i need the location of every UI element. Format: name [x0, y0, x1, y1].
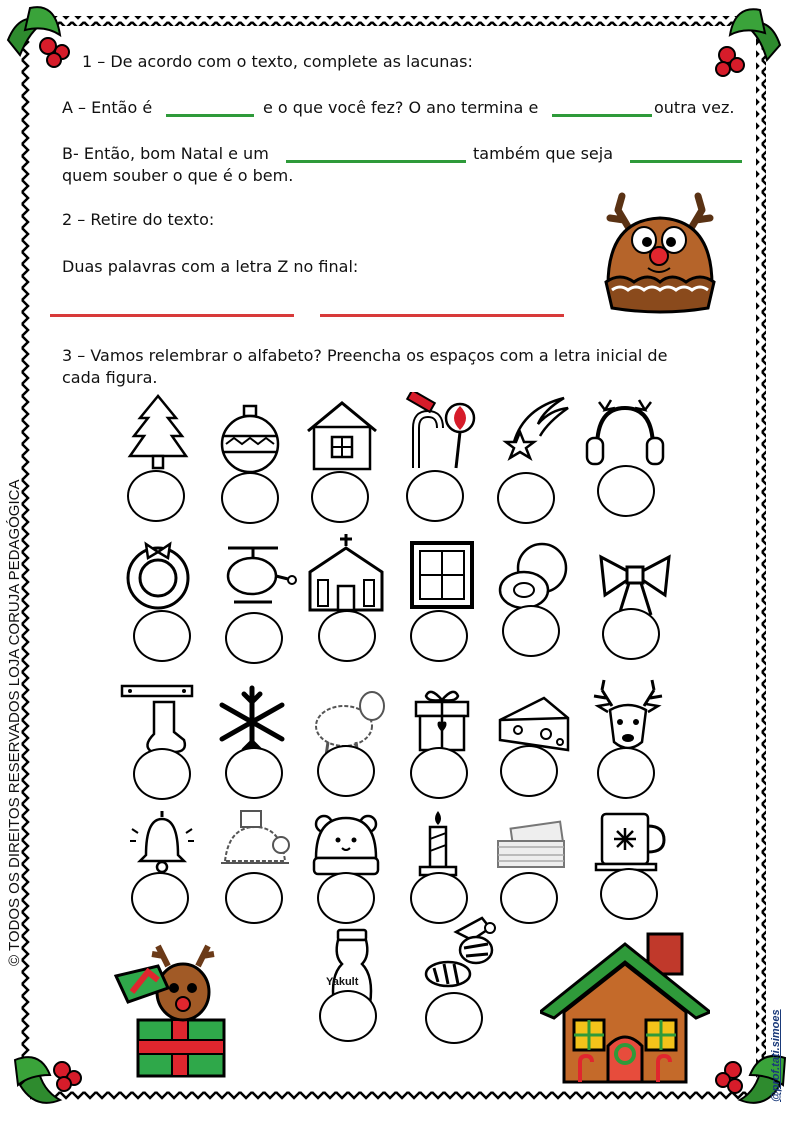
reindeer-gift-icon — [108, 936, 238, 1080]
question-3-line2: cada figura. — [62, 368, 158, 387]
ornament-ball-icon — [210, 400, 290, 480]
answer-line-1[interactable] — [50, 314, 294, 317]
question-2-title: 2 – Retire do texto: — [62, 210, 215, 229]
wreath-icon — [118, 536, 198, 616]
copyright-side-text: © TODOS OS DIREITOS RESERVADOS LOJA CORUJA PEDAGÓGICA — [6, 479, 23, 966]
answer-circle[interactable] — [597, 465, 655, 517]
tree-icon — [118, 392, 198, 472]
answer-circle[interactable] — [127, 470, 185, 522]
answer-circle[interactable] — [317, 745, 375, 797]
answer-circle[interactable] — [311, 471, 369, 523]
question-a-part2: e o que você fez? O ano termina e — [263, 98, 539, 117]
gingerbread-house-icon — [540, 930, 710, 1088]
blank-a-2[interactable] — [552, 114, 652, 117]
window-icon — [402, 535, 482, 615]
holly-top-left-icon — [0, 0, 80, 80]
reindeer-cupcake-icon — [600, 190, 720, 318]
church-icon — [306, 532, 386, 612]
answer-line-2[interactable] — [320, 314, 564, 317]
question-2-subtitle: Duas palavras com a letra Z no final: — [62, 257, 359, 276]
answer-circle[interactable] — [225, 872, 283, 924]
answer-circle[interactable] — [133, 610, 191, 662]
holly-bottom-left-icon — [10, 1040, 90, 1120]
answer-circle[interactable] — [221, 472, 279, 524]
answer-circle[interactable] — [319, 990, 377, 1042]
yakult-label: Yakult — [326, 976, 359, 988]
reindeer-icon — [588, 676, 668, 756]
zebra-icon — [420, 912, 500, 992]
candy-icon — [398, 392, 478, 472]
answer-circle[interactable] — [225, 747, 283, 799]
answer-circle[interactable] — [317, 872, 375, 924]
answer-circle[interactable] — [602, 608, 660, 660]
answer-circle[interactable] — [502, 605, 560, 657]
answer-circle[interactable] — [225, 612, 283, 664]
answer-circle[interactable] — [597, 747, 655, 799]
blank-a-1[interactable] — [166, 114, 254, 117]
earmuffs-icon — [585, 392, 665, 472]
answer-circle[interactable] — [318, 610, 376, 662]
question-a-part1: A – Então é — [62, 98, 153, 117]
answer-circle[interactable] — [410, 610, 468, 662]
house-icon — [302, 395, 382, 475]
answer-circle[interactable] — [500, 745, 558, 797]
question-b-part3: quem souber o que é o bem. — [62, 166, 294, 185]
question-1-title: 1 – De acordo com o texto, complete as lacunas: — [82, 52, 473, 71]
answer-circle[interactable] — [131, 872, 189, 924]
question-3-line1: 3 – Vamos relembrar o alfabeto? Preencha os espaços com a letra inicial de — [62, 346, 668, 365]
answer-circle[interactable] — [406, 470, 464, 522]
shooting-star-icon — [494, 388, 574, 468]
answer-circle[interactable] — [410, 747, 468, 799]
blank-b-2[interactable] — [630, 160, 742, 163]
question-b-part2: também que seja — [473, 144, 613, 163]
helicopter-icon — [218, 540, 298, 620]
answer-circle[interactable] — [497, 472, 555, 524]
holly-top-right-icon — [705, 5, 790, 85]
answer-circle[interactable] — [600, 868, 658, 920]
answer-circle[interactable] — [500, 872, 558, 924]
author-credit: @prof.tati.simoes — [770, 1009, 782, 1102]
answer-circle[interactable] — [133, 748, 191, 800]
question-a-part3: outra vez. — [654, 98, 735, 117]
question-b-part1: B- Então, bom Natal e um — [62, 144, 269, 163]
blank-b-1[interactable] — [286, 160, 466, 163]
answer-circle[interactable] — [425, 992, 483, 1044]
